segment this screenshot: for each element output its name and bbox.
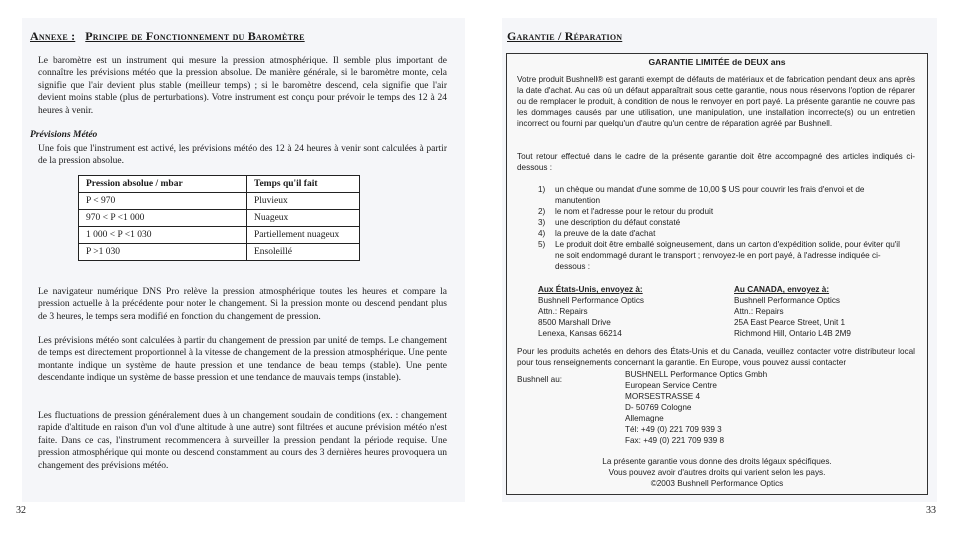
- warranty-footer: [507, 456, 927, 489]
- return-items-list: [538, 184, 908, 272]
- outside-label: Bushnell au:: [517, 375, 563, 384]
- address-line: Fax: +49 (0) 221 709 939 8: [625, 436, 725, 445]
- list-item-number: 2): [538, 207, 546, 216]
- footer-line: La présente garantie vous donne des droits légaux spécifiques.: [602, 457, 832, 466]
- address-line: Lenexa, Kansas 66214: [538, 329, 622, 338]
- list-item-text: Le produit doit être emballé soigneusement, dans un carton d'expédition solide, pour éviter qu'il ne soit endommagé durant le transport ; renvoyez-le en port payé, à l'adresse indiquée ci-dessous :: [555, 240, 900, 271]
- table-cell-pressure: 1 000 < P <1 030: [79, 227, 247, 244]
- list-item-text: un chèque ou mandat d'une somme de 10,00 $ US pour couvrir les frais d'envoi et de manutention: [555, 185, 865, 205]
- footer-line: Vous pouvez avoir d'autres droits qui varient selon les pays.: [608, 468, 826, 477]
- fluctuations-paragraph: Les fluctuations de pression généralement dues à un changement soudain de conditions (ex. : changement rapide d'altitude en raison d'un vol d'une altitude à une autre) sont filtrées et aucune prévision météo n'est faite. Dans ce cas, l'instrument recommencera à surveiller la pression pendant la période requise. Une pression atmosphérique qui monte ou descend constamment au cours des 3 dernières heures provoquera un changement des prévisions météo.: [38, 411, 447, 471]
- address-line: Bushnell Performance Optics: [538, 296, 645, 305]
- page-number-right: 33: [926, 505, 936, 516]
- list-item-text: une description du défaut constaté: [555, 218, 681, 227]
- intro-paragraph: Le baromètre est un instrument qui mesure la pression atmosphérique. Il semble plus important de connaître les prévisions météo que la pression absolue. De manière générale, si le baromètre monte, cela signifie que l'air devient plus stable (meilleur temps) ; si le baromètre descend, cela signifie que l'air devient moins stable (plus de perturbations). Votre instrument est conçu pour prévoir le temps des 12 à 24 heures à venir.: [38, 56, 447, 116]
- europe-address: [625, 369, 825, 446]
- address-line: 25A East Pearce Street, Unit 1: [734, 318, 846, 327]
- outside-paragraph: Pour les produits achetés en dehors des États-Unis et du Canada, veuillez contacter votre distributeur local pour tous renseignements concernant la garantie. En Europe, vous pouvez aussi contacter: [517, 347, 915, 367]
- table-header-pressure: Pression absolue / mbar: [79, 176, 247, 193]
- table-cell-pressure: P >1 030: [79, 244, 247, 261]
- forecasts-paragraph: Les prévisions météo sont calculées à partir du changement de pression par unité de temps. Le changement de temps est directement proportionnel à la vitesse de changement de la pression atmosphérique. Une pente montante indique un système de haute pression et une tendance de beau temps (stable). Une pente descendante indique un système de basse pression et une tendance de mauvais temps (instable).: [38, 336, 447, 384]
- address-line: Attn.: Repairs: [538, 307, 588, 316]
- table-row: [79, 193, 360, 210]
- table-header-row: [79, 176, 360, 193]
- table-row: [79, 244, 360, 261]
- address-line: Bushnell Performance Optics: [734, 296, 841, 305]
- address-line: 8500 Marshall Drive: [538, 318, 611, 327]
- address-line: Richmond Hill, Ontario L4B 2M9: [734, 329, 851, 338]
- pressure-table: [78, 175, 360, 261]
- table-header-weather: Temps qu'il fait: [247, 176, 360, 193]
- warranty-paragraph: Votre produit Bushnell® est garanti exempt de défauts de matériaux et de fabrication pendant deux ans après la date d'achat. Au cas où un défaut apparaîtrait sous cette garantie, nous nous réservons l'option de réparer ou de remplacer le produit, à condition de nous le renvoyer en port payé. La présente garantie ne couvre pas les dommages causés par une utilisation, une manipulation, une installation incorrecte(s) ou un entretien incorrect ou fourni par quelqu'un d'autre qu'un centre de réparation agréé par Bushnell.: [517, 75, 915, 128]
- annexe-prefix: Annexe :: [30, 29, 76, 43]
- address-line: D- 50769 Cologne: [625, 403, 692, 412]
- address-canada-title: Au CANADA, envoyez à:: [734, 285, 830, 294]
- forecast-paragraph: Une fois que l'instrument est activé, les prévisions météo des 12 à 24 heures à venir sont calculées à partir de la pression absolue.: [38, 144, 447, 167]
- address-line: MORSESTRASSE 4: [625, 392, 701, 401]
- annexe-title: Principe de Fonctionnement du Baromètre: [85, 29, 305, 43]
- address-canada: [734, 284, 924, 339]
- address-usa-title: Aux États-Unis, envoyez à:: [538, 285, 643, 294]
- list-item: [538, 184, 908, 206]
- address-line: European Service Centre: [625, 381, 717, 390]
- list-item: [538, 206, 908, 217]
- list-item: [538, 228, 908, 239]
- table-cell-pressure: 970 < P <1 000: [79, 210, 247, 227]
- warranty-box: [506, 53, 928, 495]
- table-cell-weather: Nuageux: [247, 210, 360, 227]
- navigator-paragraph: Le navigateur numérique DNS Pro relève la pression atmosphérique toutes les heures et compare la pression actuelle à la précédente pour noter le changement. Si la pression monte ou descend pendant plus de 3 heures, le temps sera modifié en fonction du changement de pression.: [38, 287, 447, 322]
- annexe-heading: [30, 29, 305, 44]
- list-item: [538, 217, 908, 228]
- warranty-box-title: GARANTIE LIMITÉE de DEUX ans: [648, 57, 786, 67]
- address-line: Attn.: Repairs: [734, 307, 784, 316]
- table-row: [79, 227, 360, 244]
- table-cell-weather: Partiellement nuageux: [247, 227, 360, 244]
- address-line: Allemagne: [625, 414, 664, 423]
- list-item-number: 5): [538, 240, 546, 249]
- page-number-left: 32: [16, 505, 26, 516]
- list-item-text: le nom et l'adresse pour le retour du produit: [555, 207, 714, 216]
- list-item-text: la preuve de la date d'achat: [555, 229, 656, 238]
- return-paragraph: Tout retour effectué dans le cadre de la présente garantie doit être accompagné des articles indiqués ci-dessous :: [517, 152, 915, 172]
- forecast-subheading: Prévisions Météo: [30, 130, 98, 140]
- table-row: [79, 210, 360, 227]
- footer-line: ©2003 Bushnell Performance Optics: [650, 479, 784, 488]
- table-cell-weather: Pluvieux: [247, 193, 360, 210]
- list-item-number: 4): [538, 229, 546, 238]
- warranty-heading: Garantie / Réparation: [507, 29, 623, 43]
- address-line: BUSHNELL Performance Optics Gmbh: [625, 370, 768, 379]
- list-item-number: 1): [538, 185, 546, 194]
- table-cell-weather: Ensoleillé: [247, 244, 360, 261]
- table-cell-pressure: P < 970: [79, 193, 247, 210]
- address-usa: [538, 284, 728, 339]
- address-line: Tél: +49 (0) 221 709 939 3: [625, 425, 722, 434]
- list-item-number: 3): [538, 218, 546, 227]
- list-item: [538, 239, 908, 272]
